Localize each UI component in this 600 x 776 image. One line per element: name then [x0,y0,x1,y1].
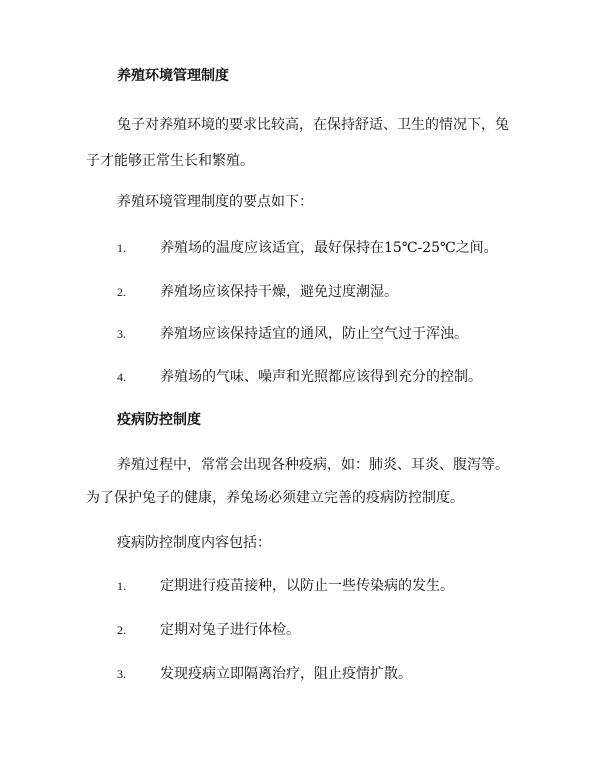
list-number: 1. [117,579,126,593]
list-item-text: 定期进行疫苗接种，以防止一些传染病的发生。 [160,578,454,594]
list-item-text: 养殖场应该保持适宜的通风，防止空气过于浑浊。 [160,326,468,342]
list-number: 2. [117,285,126,299]
list-item [117,324,527,344]
list-item [117,282,527,302]
list-intro: 养殖环境管理制度的要点如下： [117,194,313,210]
list-item [117,238,527,258]
section-heading-disease-control: 疫病防控制度 [117,412,201,428]
list-item [117,576,527,596]
list-number: 4. [117,370,126,384]
paragraph-line: 养殖过程中，常常会出现各种疫病，如：肺炎、耳炎、腹泻等。 [117,457,509,473]
list-item-text: 定期对兔子进行体检。 [160,622,300,638]
list-number: 2. [117,623,126,637]
list-item [117,367,527,387]
list-number: 3. [117,667,126,681]
list-item [117,664,527,684]
list-item-text: 养殖场的温度应该适宜，最好保持在15℃-25℃之间。 [160,240,498,256]
list-item-text: 养殖场的气味、噪声和光照都应该得到充分的控制。 [160,369,482,385]
list-item [117,620,527,640]
paragraph-line: 兔子对养殖环境的要求比较高，在保持舒适、卫生的情况下，兔 [117,117,509,133]
list-item-text: 发现疫病立即隔离治疗，阻止疫情扩散。 [160,666,412,682]
list-intro: 疫病防控制度内容包括： [117,535,271,551]
list-number: 3. [117,327,126,341]
list-item-text: 养殖场应该保持干燥，避免过度潮湿。 [160,284,398,300]
paragraph-line: 子才能够正常生长和繁殖。 [86,153,254,169]
paragraph-line: 为了保护兔子的健康，养兔场必须建立完善的疫病防控制度。 [86,490,464,506]
list-number: 1. [117,241,126,255]
section-heading-environment: 养殖环境管理制度 [117,68,229,84]
